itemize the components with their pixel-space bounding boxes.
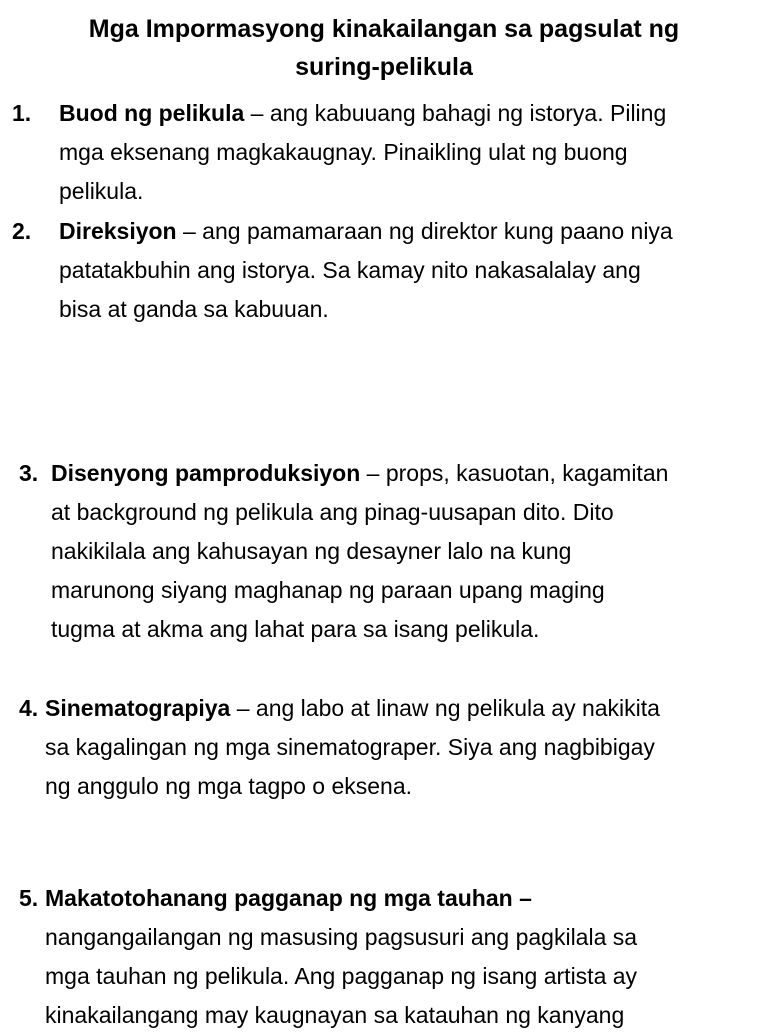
item-text: – ang kabuuang bahagi ng istorya. Piling — [244, 100, 667, 126]
item-line: nangangailangan ng masusing pagsusuri ang pagkilala sa — [45, 924, 638, 950]
item-text: – props, kasuotan, kagamitan — [360, 460, 669, 486]
item-term: Buod ng pelikula — [59, 100, 245, 126]
item-line: mga eksenang magkakaugnay. Pinaikling ulat ng buong — [59, 139, 628, 165]
item-line — [59, 94, 666, 133]
item-text: – ang pamamaraan ng direktor kung paano niya — [176, 218, 673, 244]
item-number: 3. — [19, 460, 39, 486]
item-line: patatakbuhin ang istorya. Sa kamay nito nakasalalay ang — [59, 257, 641, 283]
page-title — [30, 10, 738, 86]
item-line — [51, 454, 668, 493]
item-term: Makatotohanang pagganap ng mga tauhan – — [45, 885, 532, 911]
item-line: kinakailangang may kaugnayan sa katauhan ng kanyang — [45, 1002, 625, 1028]
item-text: – ang labo at linaw ng pelikula ay nakikita — [230, 695, 660, 721]
page-title-line-1: Mga Impormasyong kinakailangan sa pagsulat ng — [88, 15, 680, 43]
item-number: 1. — [12, 100, 32, 126]
item-line: pelikula. — [59, 178, 144, 204]
item-line — [45, 689, 660, 728]
item-number: 5. — [19, 885, 39, 911]
item-line: bisa at ganda sa kabuuan. — [59, 296, 329, 322]
list-item-direksiyon — [12, 212, 673, 329]
item-line: nakikilala ang kahusayan ng desayner lalo na kung — [51, 538, 572, 564]
item-line: tugma at akma ang lahat para sa isang pelikula. — [51, 616, 540, 642]
list-item-buod — [12, 94, 666, 211]
item-line: mga tauhan ng pelikula. Ang pagganap ng isang artista ay — [45, 963, 638, 989]
item-number: 2. — [12, 218, 32, 244]
item-term: Sinematograpiya — [45, 695, 231, 721]
item-line: ng anggulo ng mga tagpo o eksena. — [45, 773, 413, 799]
item-line: marunong siyang maghanap ng paraan upang maging — [51, 577, 605, 603]
item-term: Direksiyon — [59, 218, 177, 244]
item-number: 4. — [19, 695, 39, 721]
item-term: Disenyong pamproduksiyon — [51, 460, 361, 486]
item-line — [59, 212, 673, 251]
page-title-line-2: suring-pelikula — [295, 53, 473, 81]
list-item-disenyong-pamproduksiyon — [19, 454, 668, 649]
list-item-sinematograpiya — [19, 689, 660, 806]
item-line: at background ng pelikula ang pinag-uusapan dito. Dito — [51, 499, 614, 525]
item-line: sa kagalingan ng mga sinematograper. Siya ang nagbibigay — [45, 734, 655, 760]
item-line — [45, 879, 637, 918]
list-item-makatotohanang-pagganap — [19, 879, 637, 1035]
